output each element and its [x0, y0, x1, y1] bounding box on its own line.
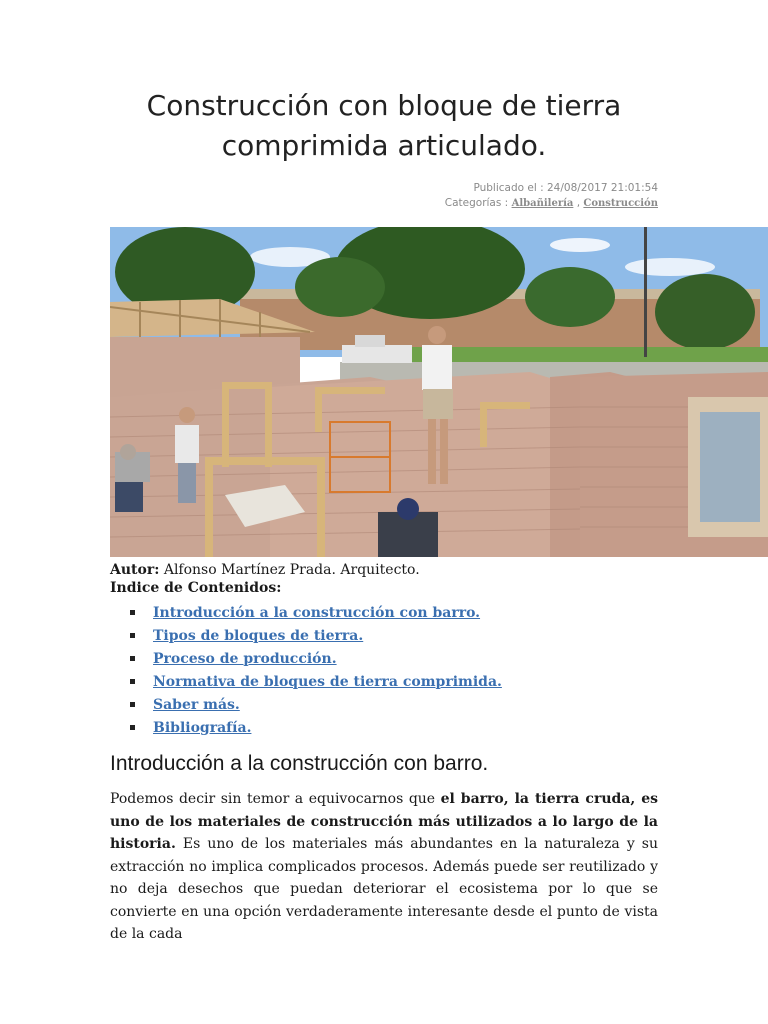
bullet-icon: [130, 702, 135, 707]
author-line: [110, 562, 420, 579]
para-bold-text: el barro, la tierra cruda, es uno de los materiales de construcción más utilizados a lo largo de la historia.: [110, 791, 658, 852]
published-date: 24/08/2017 21:01:54: [546, 182, 658, 194]
toc-link-bibliografia[interactable]: Bibliografía.: [153, 719, 252, 736]
para-text-1: Podemos decir sin temor a equivocarnos que: [110, 791, 441, 807]
published-line: [445, 181, 658, 196]
bullet-icon: [130, 725, 135, 730]
bullet-icon: [130, 679, 135, 684]
bullet-icon: [130, 610, 135, 615]
toc-item: [130, 624, 502, 647]
toc-item: [130, 716, 502, 739]
toc-link-saber-mas[interactable]: Saber más.: [153, 696, 240, 713]
author-name: Alfonso Martínez Prada. Arquitecto.: [159, 562, 420, 578]
toc-link-normativa[interactable]: Normativa de bloques de tierra comprimida.: [153, 673, 502, 690]
toc-link-introduccion[interactable]: Introducción a la construcción con barro.: [153, 604, 481, 621]
toc-heading: Indice de Contenidos:: [110, 580, 282, 596]
toc-link-tipos[interactable]: Tipos de bloques de tierra.: [153, 627, 364, 644]
author-label: Autor:: [110, 562, 160, 578]
category-link-albanileria[interactable]: Albañilería: [511, 198, 574, 209]
toc-item: [130, 601, 502, 624]
published-label: Publicado el :: [473, 182, 547, 194]
categories-line: [445, 196, 658, 211]
construction-site-photo: [110, 227, 768, 557]
para-text-2: Es uno de los materiales más abundantes en la naturaleza y su extracción no implica complicados procesos. Además puede ser reutilizado y no deja desechos que puedan deteriorar el ecosistema por lo que se convierte en una opción verdaderamente interesante desde el punto de vista de la cada: [110, 836, 658, 942]
article-title: Construcción con bloque de tierra comprimida articulado.: [146, 89, 622, 162]
toc-item: [130, 670, 502, 693]
intro-paragraph: [110, 788, 658, 946]
toc-item: [130, 647, 502, 670]
section-title: Introducción a la construcción con barro.: [110, 752, 489, 775]
category-link-construccion[interactable]: Construcción: [583, 198, 658, 209]
category-separator: ,: [573, 197, 584, 209]
bullet-icon: [130, 656, 135, 661]
table-of-contents: [130, 601, 502, 739]
article-meta: [445, 181, 658, 211]
bullet-icon: [130, 633, 135, 638]
toc-link-proceso[interactable]: Proceso de producción.: [153, 650, 337, 667]
categories-label: Categorías :: [444, 197, 512, 209]
toc-item: [130, 693, 502, 716]
